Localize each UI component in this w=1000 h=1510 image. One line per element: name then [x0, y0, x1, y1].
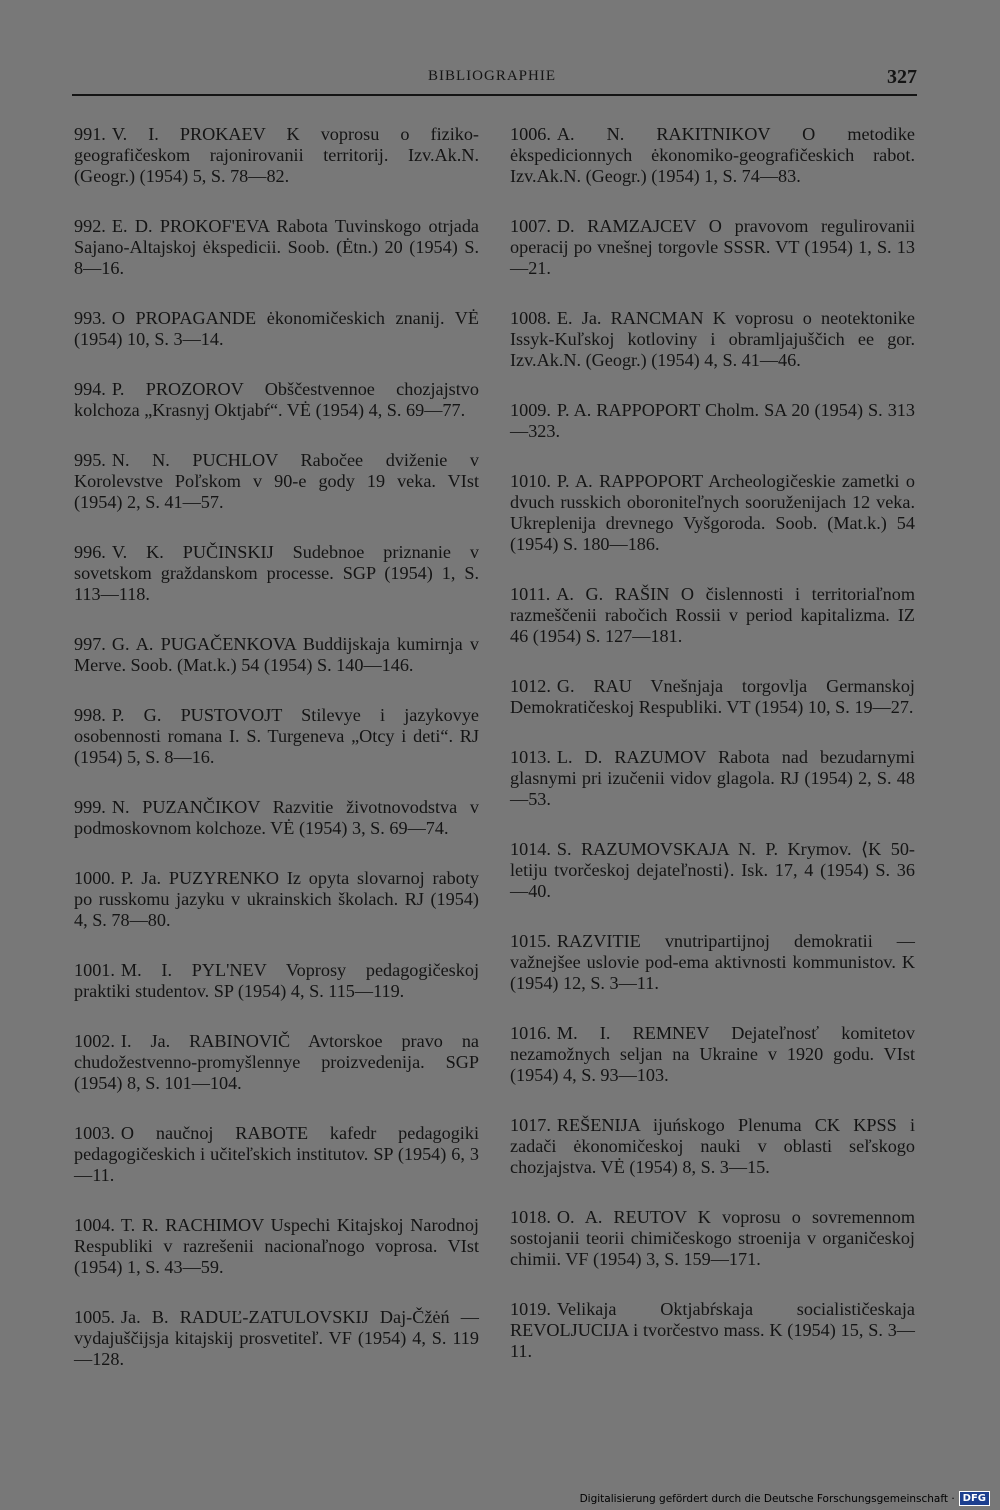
entry-number: 997. [74, 634, 106, 654]
footer-credit [580, 1491, 990, 1506]
entry-number: 1004. [74, 1215, 115, 1235]
entry-number: 1003. [74, 1123, 115, 1143]
entry-text: O naučnoj RABOTE kafedr pedagogiki pedagogičeskich i učiteľskich institutov. SP (1954) 6, 3—11. [74, 1123, 479, 1185]
entry-text: P. A. RAPPOPORT Archeologičeskie zametki o dvuch russkich oboroniteľnych sooruženijach 12 veka. Ukreplenija drevnego Vyšgoroda. Soob. (Mat.k.) 54 (1954) S. 180—186. [510, 471, 915, 554]
entry-number: 996. [74, 542, 106, 562]
bibliography-entry [74, 542, 479, 605]
bibliography-entry [74, 868, 479, 931]
entry-text: M. I. REMNEV Dejateľnosť komitetov nezamožnych seljan na Ukraine v 1920 godu. VIst (1954) 4, S. 93—103. [510, 1023, 915, 1085]
dfg-logo: DFG [959, 1491, 990, 1506]
entry-text: RAZVITIE vnutripartijnoj demokratii — važnejšee uslovie pod-ema aktivnosti kommunistov. K (1954) 12, S. 3—11. [510, 931, 915, 993]
entry-number: 1006. [510, 124, 551, 144]
bibliography-entry [510, 1023, 915, 1086]
entry-text: G. RAU Vnešnjaja torgovlja Germanskoj Demokratičeskoj Respubliki. VT (1954) 10, S. 19—27. [510, 676, 915, 717]
bibliography-entry [74, 1307, 479, 1370]
entry-text: P. Ja. PUZYRENKO Iz opyta slovarnoj raboty po russkomu jazyku v ukrainskich školach. RJ (1954) 4, S. 78—80. [74, 868, 479, 930]
entry-number: 1015. [510, 931, 551, 951]
entry-number: 992. [74, 216, 106, 236]
entry-text: P. G. PUSTOVOJT Stilevye i jazykovye osobennosti romana I. S. Turgeneva „Otcy i deti“. RJ (1954) 5, S. 8—16. [74, 705, 479, 767]
bibliography-entry [510, 931, 915, 994]
entry-text: L. D. RAZUMOV Rabota nad bezudarnymi glasnymi pri izučenii vidov glagola. RJ (1954) 2, S. 48—53. [510, 747, 915, 809]
bibliography-entry [510, 584, 915, 647]
bibliography-entry [510, 216, 915, 279]
entry-text: A. G. RAŠIN O čislennosti i territoriaľnom razmeščenii rabočich Rossii v period kapitalizma. IZ 46 (1954) S. 127—181. [510, 584, 915, 646]
entry-text: P. PROZOROV Obščestvennoe chozjajstvo kolchoza „Krasnyj Oktjabŕ“. VĖ (1954) 4, S. 69—77. [74, 379, 479, 420]
entry-number: 1013. [510, 747, 551, 767]
entry-text: A. N. RAKITNIKOV O metodike ėkspedicionnych ėkonomiko-geografičeskich rabot. Izv.Ak.N. (Geogr.) (1954) 1, S. 74—83. [510, 124, 915, 186]
entry-text: T. R. RACHIMOV Uspechi Kitajskoj Narodnoj Respubliki v razrešenii nacionaľnogo voprosa. VIst (1954) 1, S. 43—59. [74, 1215, 479, 1277]
entry-text: G. A. PUGAČENKOVA Buddijskaja kumirnja v Merve. Soob. (Mat.k.) 54 (1954) S. 140—146. [74, 634, 479, 675]
entry-number: 995. [74, 450, 106, 470]
entry-number: 1010. [510, 471, 551, 491]
bibliography-entry [510, 308, 915, 371]
entry-text: E. D. PROKOF'EVA Rabota Tuvinskogo otrjada Sajano-Altajskoj ėkspedicii. Soob. (Ėtn.) 20 (1954) S. 8—16. [74, 216, 479, 278]
bibliography-entry [510, 471, 915, 555]
entry-number: 1019. [510, 1299, 551, 1319]
entry-number: 999. [74, 797, 106, 817]
entry-number: 1018. [510, 1207, 551, 1227]
bibliography-entry [74, 960, 479, 1002]
entry-text: I. Ja. RABINOVIČ Avtorskoe pravo na chudožestvenno-promyšlennye proizvedenija. SGP (1954) 8, S. 101—104. [74, 1031, 479, 1093]
bibliography-entry [510, 1299, 915, 1362]
page-header [72, 64, 917, 98]
bibliography-entry [74, 308, 479, 350]
entry-number: 1001. [74, 960, 115, 980]
bibliography-entry [74, 1031, 479, 1094]
bibliography-entry [510, 676, 915, 718]
bibliography-entry [74, 1215, 479, 1278]
entry-text: M. I. PYL'NEV Voprosy pedagogičeskoj praktiki studentov. SP (1954) 4, S. 115—119. [74, 960, 479, 1001]
entry-text: P. A. RAPPOPORT Cholm. SA 20 (1954) S. 313—323. [510, 400, 915, 441]
entry-number: 1014. [510, 839, 551, 859]
entry-text: E. Ja. RANCMAN K voprosu o neotektonike Issyk-Kuľskoj kotloviny i obramljajuščich ee gor. Izv.Ak.N. (Geogr.) (1954) 4, S. 41—46. [510, 308, 915, 370]
entry-number: 1011. [510, 584, 551, 604]
header-rule [72, 94, 917, 96]
entry-number: 1002. [74, 1031, 115, 1051]
bibliography-entry [74, 379, 479, 421]
bibliography-entry [74, 634, 479, 676]
entry-number: 1007. [510, 216, 551, 236]
entry-number: 1005. [74, 1307, 115, 1327]
entry-number: 1017. [510, 1115, 551, 1135]
entry-text: D. RAMZAJCEV O pravovom regulirovanii operacij po vnešnej torgovle SSSR. VT (1954) 1, S. 13—21. [510, 216, 915, 278]
entry-text: O. A. REUTOV K voprosu o sovremennom sostojanii teorii chimičeskogo stroenija v organičeskoj chimii. VF (1954) 3, S. 159—171. [510, 1207, 915, 1269]
entry-text: N. PUZANČIKOV Razvitie životnovodstva v podmoskovnom kolchoze. VĖ (1954) 3, S. 69—74. [74, 797, 479, 838]
entry-text: O PROPAGANDE ėkonomičeskich znanij. VĖ (1954) 10, S. 3—14. [74, 308, 479, 349]
entry-number: 1008. [510, 308, 551, 328]
bibliography-entry [74, 450, 479, 513]
footer-text: Digitalisierung gefördert durch die Deutsche Forschungsgemeinschaft · [579, 1492, 955, 1505]
entry-number: 1009. [510, 400, 551, 420]
running-title: BIBLIOGRAPHIE [428, 68, 556, 84]
entry-text: N. N. PUCHLOV Rabočee dviženie v Korolevstve Poľskom v 90-e gody 19 veka. VIst (1954) 2, S. 41—57. [74, 450, 479, 512]
entry-number: 994. [74, 379, 106, 399]
entry-number: 1012. [510, 676, 551, 696]
entry-text: Ja. B. RADUĽ-ZATULOVSKIJ Daj-Čžėń — vydajuščijsja kitajskij prosvetiteľ. VF (1954) 4, S. 119—128. [74, 1307, 479, 1369]
entry-text: V. K. PUČINSKIJ Sudebnoe priznanie v sovetskom graždanskom processe. SGP (1954) 1, S. 113—118. [74, 542, 479, 604]
bibliography-entry [510, 747, 915, 810]
entry-number: 993. [74, 308, 106, 328]
entry-number: 1016. [510, 1023, 551, 1043]
bibliography-entry [510, 1115, 915, 1178]
bibliography-entry [74, 216, 479, 279]
bibliography-entry [74, 124, 479, 187]
bibliography-entry [74, 705, 479, 768]
entry-number: 1000. [74, 868, 115, 888]
bibliography-right-column [510, 124, 915, 1391]
entry-number: 991. [74, 124, 106, 144]
bibliography-entry [510, 1207, 915, 1270]
entry-text: REŠENIJA ijuńskogo Plenuma CK KPSS i zadači ėkonomičeskoj nauki v oblasti seľskogo chozjajstva. VĖ (1954) 8, S. 3—15. [510, 1115, 915, 1177]
entry-text: Velikaja Oktjabŕskaja socialističeskaja REVOLJUCIJA i tvorčestvo mass. K (1954) 15, S. 3—11. [510, 1299, 915, 1361]
entry-text: V. I. PROKAEV K voprosu o fiziko-geografičeskom rajonirovanii territorij. Izv.Ak.N. (Geogr.) (1954) 5, S. 78—82. [74, 124, 479, 186]
bibliography-entry [510, 839, 915, 902]
entry-text: S. RAZUMOVSKAJA N. P. Krymov. ⟨K 50-letiju tvorčeskoj dejateľnosti⟩. Isk. 17, 4 (1954) S. 36—40. [510, 839, 915, 901]
entry-number: 998. [74, 705, 106, 725]
bibliography-entry [510, 400, 915, 442]
bibliography-entry [74, 1123, 479, 1186]
bibliography-entry [74, 797, 479, 839]
bibliography-entry [510, 124, 915, 187]
page-number: 327 [887, 66, 917, 88]
bibliography-left-column [74, 124, 479, 1399]
